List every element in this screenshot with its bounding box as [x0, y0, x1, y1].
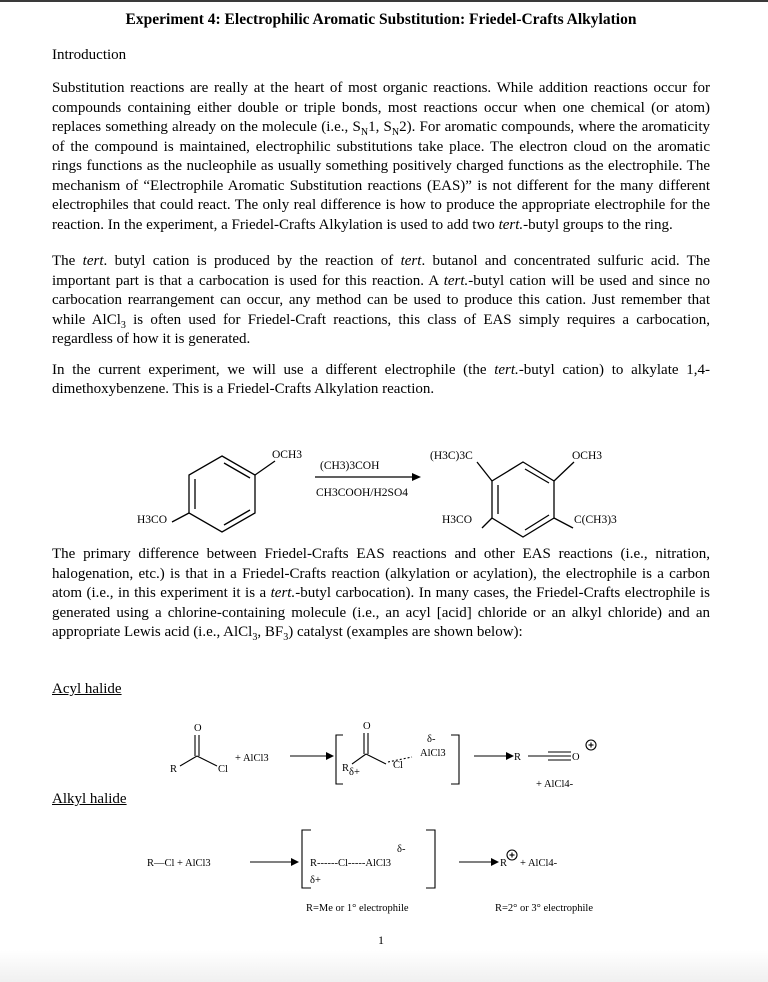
complex-alcl3: AlCl3 — [420, 748, 446, 759]
alkyl-delta-minus: δ- — [397, 844, 406, 855]
page-bottom-shadow — [0, 950, 768, 982]
complex-chlorine: Cl — [393, 760, 403, 771]
alkyl-delta-plus: δ+ — [310, 875, 321, 886]
page-title: Experiment 4: Electrophilic Aromatic Substitution: Friedel-Crafts Alkylation — [125, 11, 637, 28]
text-segment: -butyl cation will be used and since no carbocation rearrangement can occur, any method can be used to produce this cation. Just remember that while AlCl — [52, 272, 710, 328]
acyl-halide-label: Acyl halide — [52, 681, 122, 697]
text-segment: -butyl carbocation). In many cases, the Friedel-Crafts electrophile is generated using a chlorine-containing molecule (i.e., an acyl [acid] chloride or an alkyl chloride) and an appropriate Lewis acid (i.e., AlCl — [52, 585, 710, 640]
text-segment: In the current experiment, we will use a different electrophile (the — [52, 361, 495, 378]
text-segment: . butanol and concentrated sulfuric acid. The important part is that a carbocation is used for this reaction. A — [52, 253, 710, 289]
text-segment: , BF — [257, 624, 284, 640]
text-segment: -butyl cation) to alkylate 1,4-dimethoxybenzene. This is a Friedel-Crafts Alkylation reaction. — [52, 361, 710, 397]
complex-delta-plus: δ+ — [349, 767, 360, 778]
complex-oxygen: O — [363, 721, 371, 732]
alkyl-alcl4-product: + AlCl4- — [520, 858, 558, 869]
acylium-r-group: R — [514, 752, 522, 763]
text-segment: 3 — [283, 632, 289, 643]
text-segment: tert. — [443, 272, 469, 289]
alkyl-halide-label: Alkyl halide — [52, 791, 127, 807]
text-segment: The primary difference between Friedel-Crafts EAS reactions and other EAS reactions (i.e., nitration, halogenation, etc.) is that in a Friedel-Crafts reaction (alkylation or acylation), the electrophile is a carbon atom (i.e., in this experiment it is a — [52, 546, 710, 601]
complex-delta-minus: δ- — [427, 734, 436, 745]
text-segment: ) catalyst (examples are shown below): — [288, 624, 523, 640]
product-tbu-top-label: (H3C)3C — [430, 450, 473, 462]
introduction-heading: Introduction — [52, 47, 127, 63]
caption-secondary-tertiary-electrophile: R=2° or 3° electrophile — [495, 903, 594, 914]
acyl-oxygen: O — [194, 723, 202, 734]
text-segment: tert. — [494, 361, 519, 378]
product-tbu-bottom-label: C(CH3)3 — [574, 514, 617, 526]
acyl-chlorine: Cl — [218, 764, 228, 775]
alkyl-reactants: R—Cl + AlCl3 — [147, 858, 211, 869]
complex-r-group: R — [342, 763, 350, 774]
text-segment: tert — [82, 253, 104, 269]
text-segment: -butyl groups to the ring. — [523, 216, 673, 233]
acyl-r-group: R — [170, 764, 178, 775]
acylium-oxygen: O — [572, 752, 580, 763]
caption-primary-electrophile: R=Me or 1° electrophile — [306, 903, 409, 914]
reactant-h3co-label: H3CO — [137, 514, 168, 526]
reagent-acid: CH3COOH/H2SO4 — [316, 487, 409, 499]
text-segment: 3 — [120, 319, 126, 331]
text-segment: tert. — [270, 585, 296, 601]
product-h3co-label: H3CO — [442, 514, 473, 526]
alkyl-complex: R------Cl-----AlCl3 — [310, 858, 392, 869]
text-segment: The — [52, 253, 83, 269]
carbocation-r: R — [500, 858, 508, 869]
text-segment: tert — [400, 253, 422, 269]
text-segment: N — [391, 127, 400, 138]
text-segment: is often used for Friedel-Craft reactions, this class of EAS simply requires a carbocation, regardless of how it is generated. — [52, 311, 711, 347]
text-segment: 1, S — [368, 119, 392, 135]
text-segment: tert. — [498, 216, 524, 233]
acyl-plus-alcl3: + AlCl3 — [235, 753, 269, 764]
reagent-tert-butanol: (CH3)3COH — [320, 460, 380, 472]
page-number: 1 — [378, 933, 384, 947]
text-segment: N — [360, 127, 369, 138]
product-och3-label: OCH3 — [572, 450, 603, 462]
reactant-och3-label: OCH3 — [272, 449, 303, 461]
text-segment: 3 — [252, 632, 258, 643]
text-segment: . butyl cation is produced by the reaction of — [103, 253, 401, 269]
text-segment: 2). For aromatic compounds, where the aromaticity of the compound is maintained, electrophilic substitutions take place. The electron cloud on the aromatic rings functions as the nucleophile as usually something positively charged functions as the electrophile. The mechanism of “Electrophile Aromatic Substitution reactions (EAS)” is not different for the many different electrophiles that could react. The only real difference is how to produce the appropriate electrophile for the reaction. In the experiment, a Friedel-Crafts Alkylation is used to add two — [52, 119, 711, 233]
text-segment: Substitution reactions are really at the heart of most organic reactions. While addition reactions occur for compounds containing either double or triple bonds, most reactions occur when one chemical (or atom) replaces something already on the molecule (i.e., S — [52, 80, 710, 135]
acyl-alcl4-product: + AlCl4- — [536, 779, 574, 790]
